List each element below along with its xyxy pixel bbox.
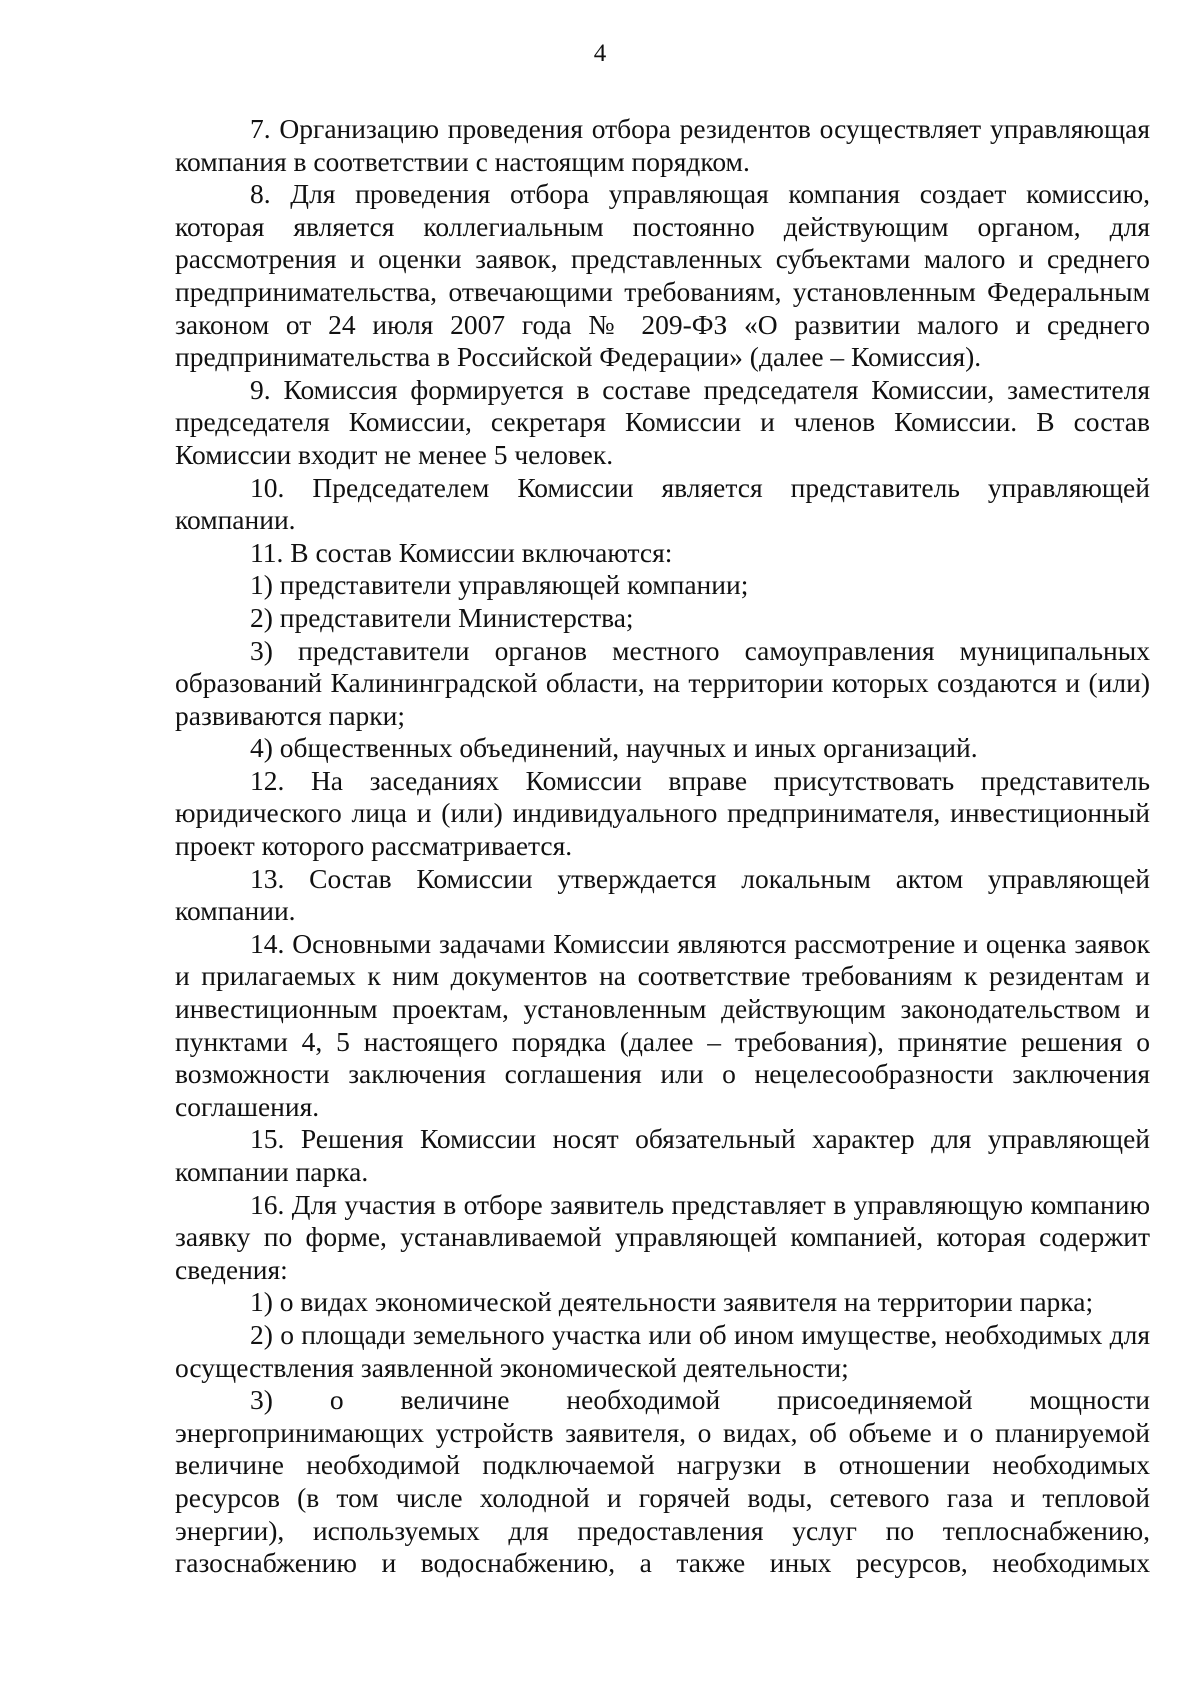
paragraph: 7. Организацию проведения отбора резидентов осуществляет управляющая компания в соответствии с настоящим порядком. (175, 113, 1150, 177)
paragraph: 11. В состав Комиссии включаются: (250, 536, 673, 568)
paragraph: 14. Основными задачами Комиссии являются рассмотрение и оценка заявок и прилагаемых к ним документов на соответствие требованиям к резидентам и инвестиционным проектам, установленным действующим законодательством и пунктами 4, 5 настоящего порядка (далее – требования), принятие решения о возможности заключения соглашения или о нецелесообразности заключения соглашения. (175, 927, 1150, 1122)
paragraph: 1) о видах экономической деятельности заявителя на территории парка; (250, 1286, 1094, 1318)
paragraph: 2) представители Министерства; (250, 601, 634, 633)
paragraph: 2) о площади земельного участка или об ином имуществе, необходимых для осуществления заявленной экономической деятельности; (175, 1318, 1150, 1383)
paragraph: 10. Председателем Комиссии является представитель управляющей компании. (175, 471, 1150, 536)
paragraph: 9. Комиссия формируется в составе председателя Комиссии, заместителя председателя Комиссии, секретаря Комиссии и членов Комиссии. В состав Комиссии входит не менее 5 человек. (175, 373, 1150, 470)
paragraph: 3) представители органов местного самоуправления муниципальных образований Калининградской области, на территории которых создаются и (или) развиваются парки; (175, 634, 1150, 731)
document-body (175, 113, 1150, 1580)
paragraph: 1) представители управляющей компании; (250, 569, 749, 601)
paragraph: 8. Для проведения отбора управляющая компания создает комиссию, которая является коллегиальным постоянно действующим органом, для рассмотрения и оценки заявок, представленных субъектами малого и среднего предпринимательства, отвечающими требованиям, установленным Федеральным законом от 24 июля 2007 года № 209-ФЗ «О развитии малого и среднего предпринимательства в Российской Федерации» (далее – Комиссия). (175, 178, 1150, 373)
paragraph: 3) о величине необходимой присоединяемой мощности энергопринимающих устройств заявителя, о видах, об объеме и о планируемой величине необходимой подключаемой нагрузки в отношении необходимых ресурсов (в том числе холодной и горячей воды, сетевого газа и тепловой энергии), используемых для предоставления услуг по теплоснабжению, газоснабжению и водоснабжению, а также иных ресурсов, необходимых (175, 1384, 1150, 1579)
paragraph: 15. Решения Комиссии носят обязательный характер для управляющей компании парка. (175, 1123, 1150, 1187)
paragraph: 12. На заседаниях Комиссии вправе присутствовать представитель юридического лица и (или) индивидуального предпринимателя, инвестиционный проект которого рассматривается. (175, 764, 1150, 862)
paragraph: 4) общественных объединений, научных и иных организаций. (250, 732, 978, 764)
page-number: 4 (593, 40, 607, 67)
paragraph: 13. Состав Комиссии утверждается локальным актом управляющей компании. (175, 862, 1150, 927)
paragraph: 16. Для участия в отборе заявитель представляет в управляющую компанию заявку по форме, устанавливаемой управляющей компанией, которая содержит сведения: (175, 1188, 1150, 1285)
